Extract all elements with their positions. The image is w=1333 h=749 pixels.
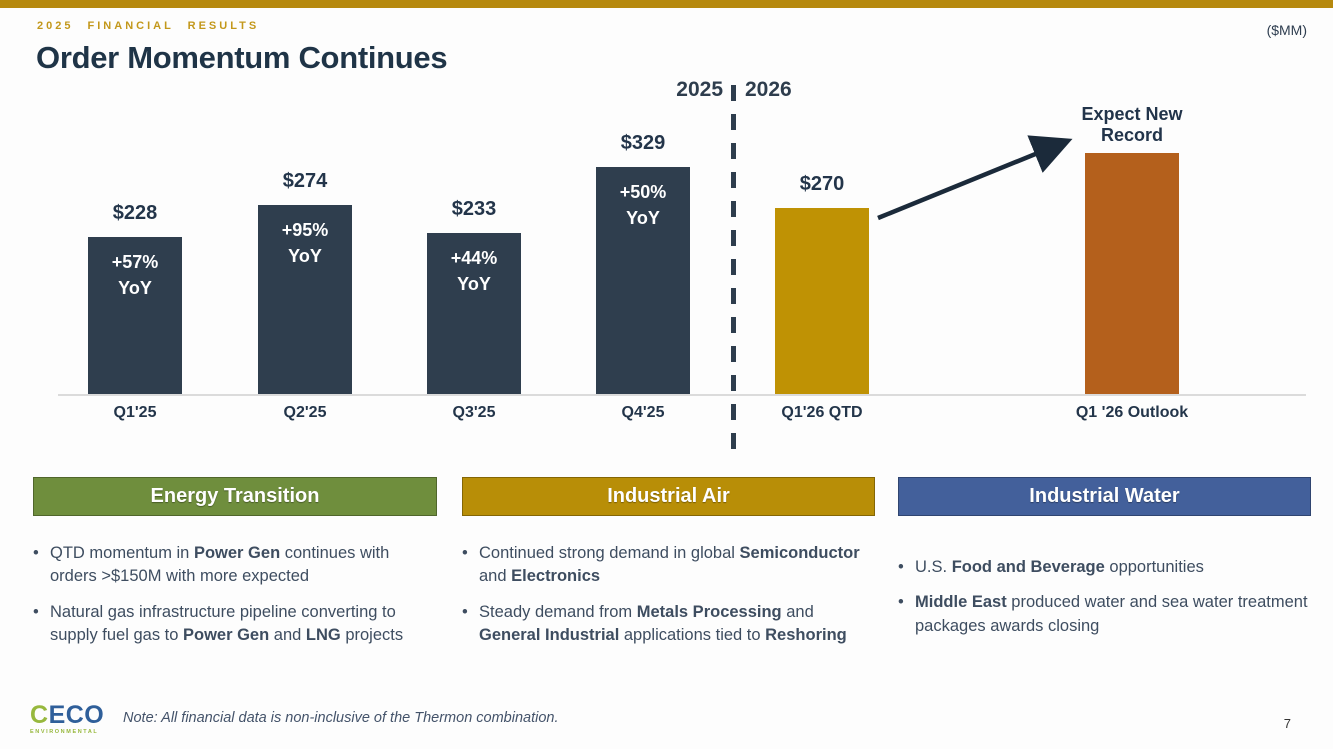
bar-chart — [0, 80, 1333, 465]
ceco-logo-letters-blue: ECO — [48, 701, 105, 729]
bar-yoy-label: +57% YoY — [111, 252, 159, 298]
ceco-logo-subtitle: ENVIRONMENTAL — [30, 729, 99, 735]
section-energy-transition — [33, 477, 437, 660]
page-title: Order Momentum Continues — [36, 40, 448, 75]
bar-value-label: $270 — [799, 173, 845, 195]
bar-yoy-label: +50% YoY — [619, 182, 667, 228]
section-industrial-water — [898, 477, 1311, 660]
section-industrial-air — [462, 477, 875, 660]
page-number: 7 — [1283, 716, 1291, 731]
footnote: Note: All financial data is non-inclusive of the Thermon combination. — [123, 710, 559, 726]
bar-value-label: $228 — [112, 202, 158, 224]
units-note: ($MM) — [1266, 22, 1307, 38]
top-accent-bar — [0, 0, 1333, 8]
bullet-item: • Middle East produced water and sea water treatment packages awards closing — [898, 591, 1311, 638]
bullet-item: • QTD momentum in Power Gen continues with orders >$150M with more expected — [33, 542, 437, 589]
bullet-item: • Steady demand from Metals Processing and General Industrial applications tied to Reshoring — [462, 601, 875, 648]
bullet-item: • Natural gas infrastructure pipeline converting to supply fuel gas to Power Gen and LNG projects — [33, 601, 437, 648]
x-axis-label: Q4'25 — [621, 404, 665, 421]
ceco-logo — [30, 703, 104, 736]
year-divider-line — [731, 85, 736, 457]
divider-label-2026 — [745, 78, 803, 102]
section-header: Industrial Water — [898, 477, 1311, 516]
section-bullet-list — [462, 542, 875, 648]
divider-year-left: 2025 — [676, 78, 723, 101]
ceco-logo-letter-green: C — [30, 701, 49, 729]
trend-arrow-icon — [868, 132, 1080, 232]
segment-sections — [33, 477, 1311, 660]
bar-value-label: $274 — [282, 170, 328, 192]
x-axis-label: Q1'26 QTD — [781, 404, 863, 421]
x-axis-label: Q3'25 — [452, 404, 496, 421]
x-axis-label: Q1'25 — [113, 404, 157, 421]
divider-label-2025 — [665, 78, 723, 102]
bar-value-label: $329 — [620, 132, 666, 154]
bar-q1-26-qtd — [775, 208, 869, 394]
section-header: Industrial Air — [462, 477, 875, 516]
bullet-item: • Continued strong demand in global Semiconductor and Electronics — [462, 542, 875, 589]
bar-yoy-label: +95% YoY — [281, 220, 329, 266]
ceco-logo-wordmark — [30, 703, 104, 728]
eyebrow-label: 2025 FINANCIAL RESULTS — [37, 20, 260, 32]
bar-q1-26-outlook — [1085, 153, 1179, 394]
outlook-annotation-line1: Expect New — [1081, 104, 1183, 124]
bar-value-label: $233 — [451, 198, 497, 220]
bar-yoy-label: +44% YoY — [450, 248, 498, 294]
bullet-item: • U.S. Food and Beverage opportunities — [898, 556, 1311, 579]
x-axis-label: Q1 '26 Outlook — [1075, 404, 1189, 421]
x-axis-line — [58, 394, 1306, 396]
divider-year-right: 2026 — [745, 78, 792, 101]
x-axis-label: Q2'25 — [283, 404, 327, 421]
section-bullet-list — [33, 542, 437, 648]
outlook-annotation-line2: Record — [1100, 125, 1163, 145]
section-header: Energy Transition — [33, 477, 437, 516]
section-bullet-list — [898, 556, 1311, 638]
